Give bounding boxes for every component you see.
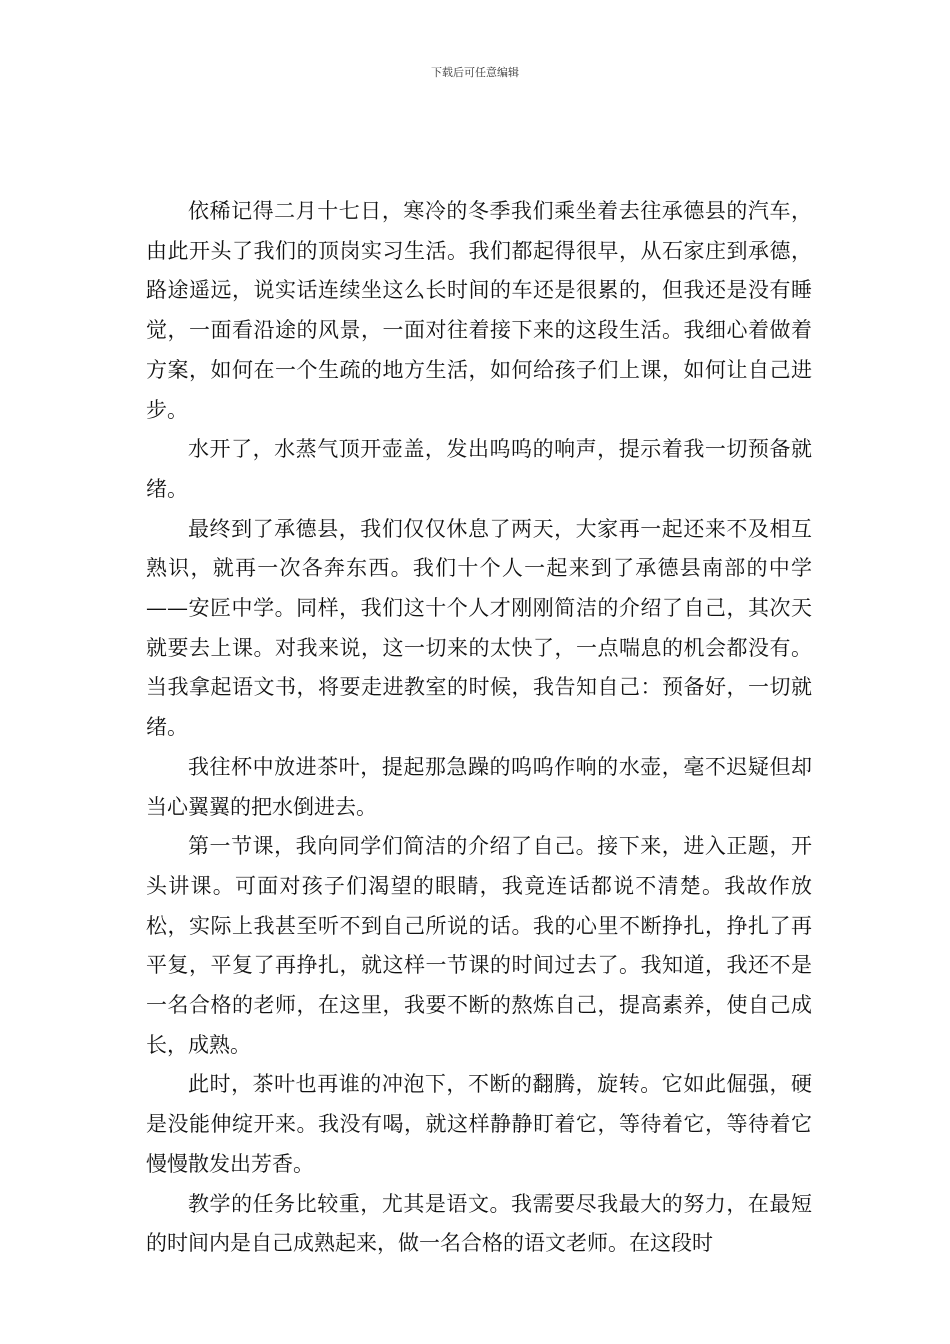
paragraph-3: 最终到了承德县，我们仅仅休息了两天，大家再一起还来不及相互熟识，就再一次各奔东西。我们十个人一起来到了承德县南部的中学——安匠中学。同样，我们这十个人才刚刚简洁的介绍了自己，其次天就要去上课。对我来说，这一切来的太快了，一点喘息的机会都没有。当我拿起语文书，将要走进教室的时候，我告知自己：预备好，一切就绪。 (146, 516, 812, 740)
page-header: 下载后可任意编辑 (431, 66, 519, 79)
paragraph-6: 此时，茶叶也再谁的冲泡下，不断的翻腾，旋转。它如此倔强，硬是没能伸绽开来。我没有喝，就这样静静盯着它，等待着它，等待着它慢慢散发出芳香。 (146, 1072, 812, 1176)
paragraph-1: 依稀记得二月十七日，寒冷的冬季我们乘坐着去往承德县的汽车，由此开头了我们的顶岗实习生活。我们都起得很早，从石家庄到承德，路途遥远，说实话连续坐这么长时间的车还是很累的，但我还是没有睡觉，一面看沿途的风景，一面对往着接下来的这段生活。我细心着做着方案，如何在一个生疏的地方生活，如何给孩子们上课，如何让自己进步。 (146, 199, 812, 422)
paragraph-2: 水开了，水蒸气顶开壶盖，发出呜呜的响声，提示着我一切预备就绪。 (146, 437, 812, 501)
paragraph-4: 我往杯中放进茶叶，提起那急躁的呜呜作响的水壶，毫不迟疑但却当心翼翼的把水倒进去。 (146, 754, 812, 819)
document-body (146, 192, 812, 1264)
paragraph-5: 第一节课，我向同学们简洁的介绍了自己。接下来，进入正题，开头讲课。可面对孩子们渴望的眼睛，我竟连话都说不清楚。我故作放松，实际上我甚至听不到自己所说的话。我的心里不断挣扎，挣扎了再平复，平复了再挣扎，就这样一节课的时间过去了。我知道，我还不是一名合格的老师，在这里，我要不断的熬炼自己，提高素养，使自己成长，成熟。 (146, 834, 812, 1057)
paragraph-7: 教学的任务比较重，尤其是语文。我需要尽我最大的努力，在最短的时间内是自己成熟起来，做一名合格的语文老师。在这段时 (146, 1191, 812, 1256)
